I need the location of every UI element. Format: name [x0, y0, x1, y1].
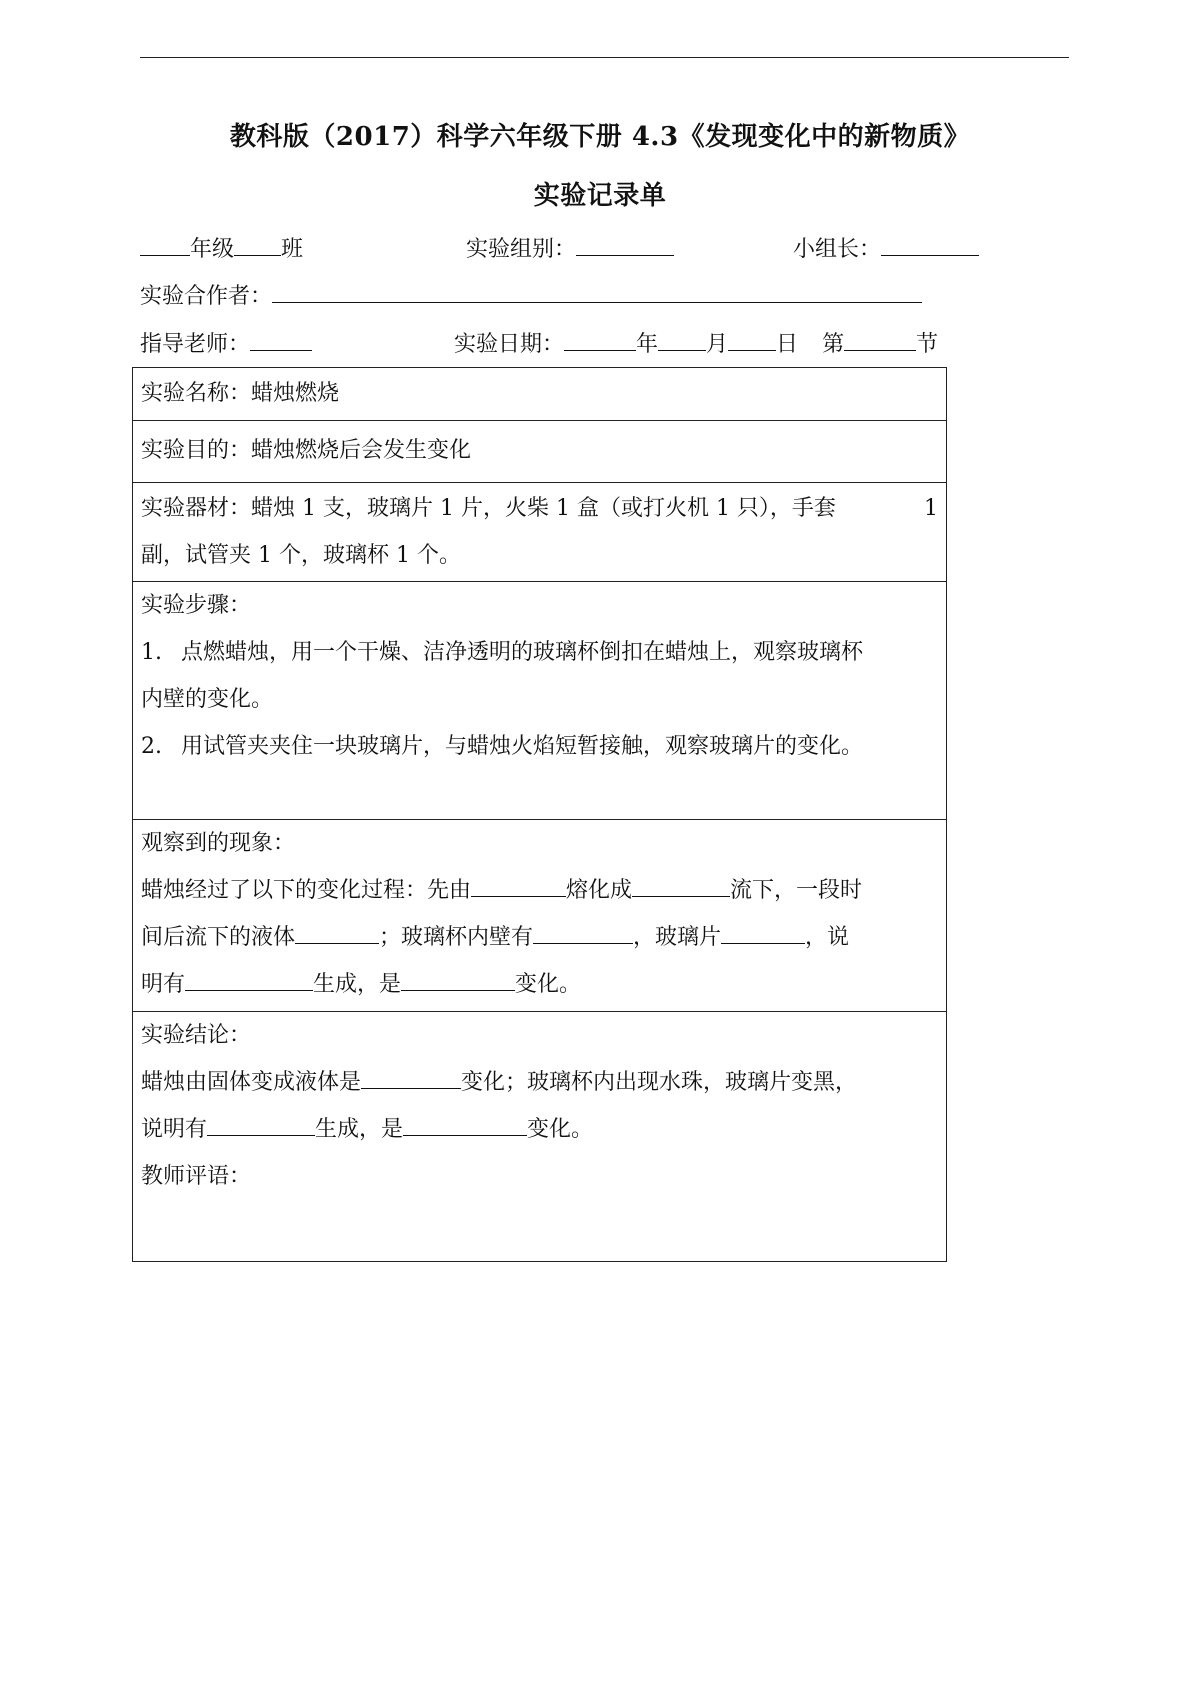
document-title: 教科版（2017）科学六年级下册 4.3《发现变化中的新物质》	[229, 122, 971, 152]
day-label: 日	[776, 332, 799, 357]
group-label: 实验组别：	[466, 237, 577, 262]
period-blank[interactable]	[844, 328, 916, 351]
obs-blank-cup-wall[interactable]	[533, 921, 633, 944]
period-pre-label: 第	[822, 332, 845, 357]
row-materials	[133, 482, 946, 581]
materials-text-2: 副，试管夹 1 个，玻璃杯 1 个。	[141, 543, 461, 568]
row-steps	[133, 581, 946, 819]
obs-blank-liquid[interactable]	[632, 874, 730, 897]
document-subtitle: 实验记录单	[533, 181, 667, 211]
obs-blank-new-substance[interactable]	[185, 968, 313, 991]
row-purpose	[133, 420, 946, 482]
obs-text-3b: 生成，是	[313, 972, 402, 997]
partners-field[interactable]	[140, 280, 922, 312]
year-label: 年	[636, 332, 659, 357]
obs-blank-liquid-change[interactable]	[295, 921, 379, 944]
row-name	[133, 368, 946, 420]
teacher-comment-title: 教师评语：	[141, 1164, 252, 1189]
date-label: 实验日期：	[454, 332, 565, 357]
grade-class-field[interactable]	[140, 233, 303, 265]
day-blank[interactable]	[728, 328, 776, 351]
year-blank[interactable]	[564, 328, 636, 351]
group-blank[interactable]	[576, 233, 674, 256]
step1-text-cont: 内壁的变化。	[141, 687, 274, 712]
materials-text-1: 实验器材：蜡烛 1 支，玻璃片 1 片，火柴 1 盒（或打火机 1 只），手套	[141, 496, 836, 521]
obs-text-2a: 间后流下的液体	[141, 925, 296, 950]
step2-text: 用试管夹夹住一块玻璃片，与蜡烛火焰短暂接触，观察玻璃片的变化。	[181, 734, 864, 759]
record-table	[132, 367, 947, 1262]
obs-text-2d: ，说	[805, 925, 850, 950]
materials-text-1b: 1	[924, 496, 938, 521]
obs-blank-glass[interactable]	[721, 921, 805, 944]
grade-blank[interactable]	[140, 233, 190, 256]
concl-text-2a: 说明有	[141, 1117, 208, 1142]
partners-blank[interactable]	[272, 280, 922, 303]
step1-text: 点燃蜡烛，用一个干燥、洁净透明的玻璃杯倒扣在蜡烛上，观察玻璃杯	[181, 640, 864, 665]
concl-text-1a: 蜡烛由固体变成液体是	[141, 1070, 362, 1095]
teacher-label: 指导老师：	[140, 332, 251, 357]
obs-text-1a: 蜡烛经过了以下的变化过程：先由	[141, 878, 472, 903]
grade-label: 年级	[190, 237, 235, 262]
observations-title: 观察到的现象：	[141, 831, 296, 856]
month-label: 月	[706, 332, 729, 357]
conclusion-title: 实验结论：	[141, 1023, 252, 1048]
group-field[interactable]	[466, 233, 674, 265]
leader-blank[interactable]	[881, 233, 979, 256]
concl-text-2b: 生成，是	[315, 1117, 404, 1142]
obs-blank-solid[interactable]	[471, 874, 566, 897]
steps-title: 实验步骤：	[141, 593, 252, 618]
concl-text-1b: 变化；玻璃杯内出现水珠，玻璃片变黑，	[461, 1070, 858, 1095]
experiment-name: 实验名称：蜡烛燃烧	[141, 381, 340, 406]
row-conclusion	[133, 1011, 946, 1261]
obs-text-1c: 流下，一段时	[730, 878, 863, 903]
concl-text-2c: 变化。	[527, 1117, 594, 1142]
concl-blank-change-1[interactable]	[361, 1066, 461, 1089]
leader-field[interactable]	[793, 233, 979, 265]
teacher-blank[interactable]	[250, 328, 312, 351]
class-blank[interactable]	[234, 233, 281, 256]
leader-label: 小组长：	[793, 237, 882, 262]
header-rule	[140, 57, 1069, 58]
partners-label: 实验合作者：	[140, 284, 273, 309]
period-post-label: 节	[916, 332, 939, 357]
obs-blank-change-type[interactable]	[401, 968, 515, 991]
concl-blank-change-2[interactable]	[403, 1113, 527, 1136]
teacher-field[interactable]	[140, 328, 312, 360]
obs-text-3a: 明有	[141, 972, 186, 997]
obs-text-2c: ，玻璃片	[633, 925, 722, 950]
date-field[interactable]	[454, 328, 938, 360]
obs-text-2b: ；玻璃杯内壁有	[379, 925, 534, 950]
row-observations	[133, 819, 946, 1011]
class-label: 班	[281, 237, 304, 262]
obs-text-1b: 熔化成	[566, 878, 633, 903]
month-blank[interactable]	[658, 328, 706, 351]
step2-number: 2.	[141, 734, 162, 759]
concl-blank-new-substance[interactable]	[207, 1113, 315, 1136]
experiment-purpose: 实验目的：蜡烛燃烧后会发生变化	[141, 438, 472, 463]
step1-number: 1.	[141, 640, 162, 665]
obs-text-3c: 变化。	[515, 972, 582, 997]
